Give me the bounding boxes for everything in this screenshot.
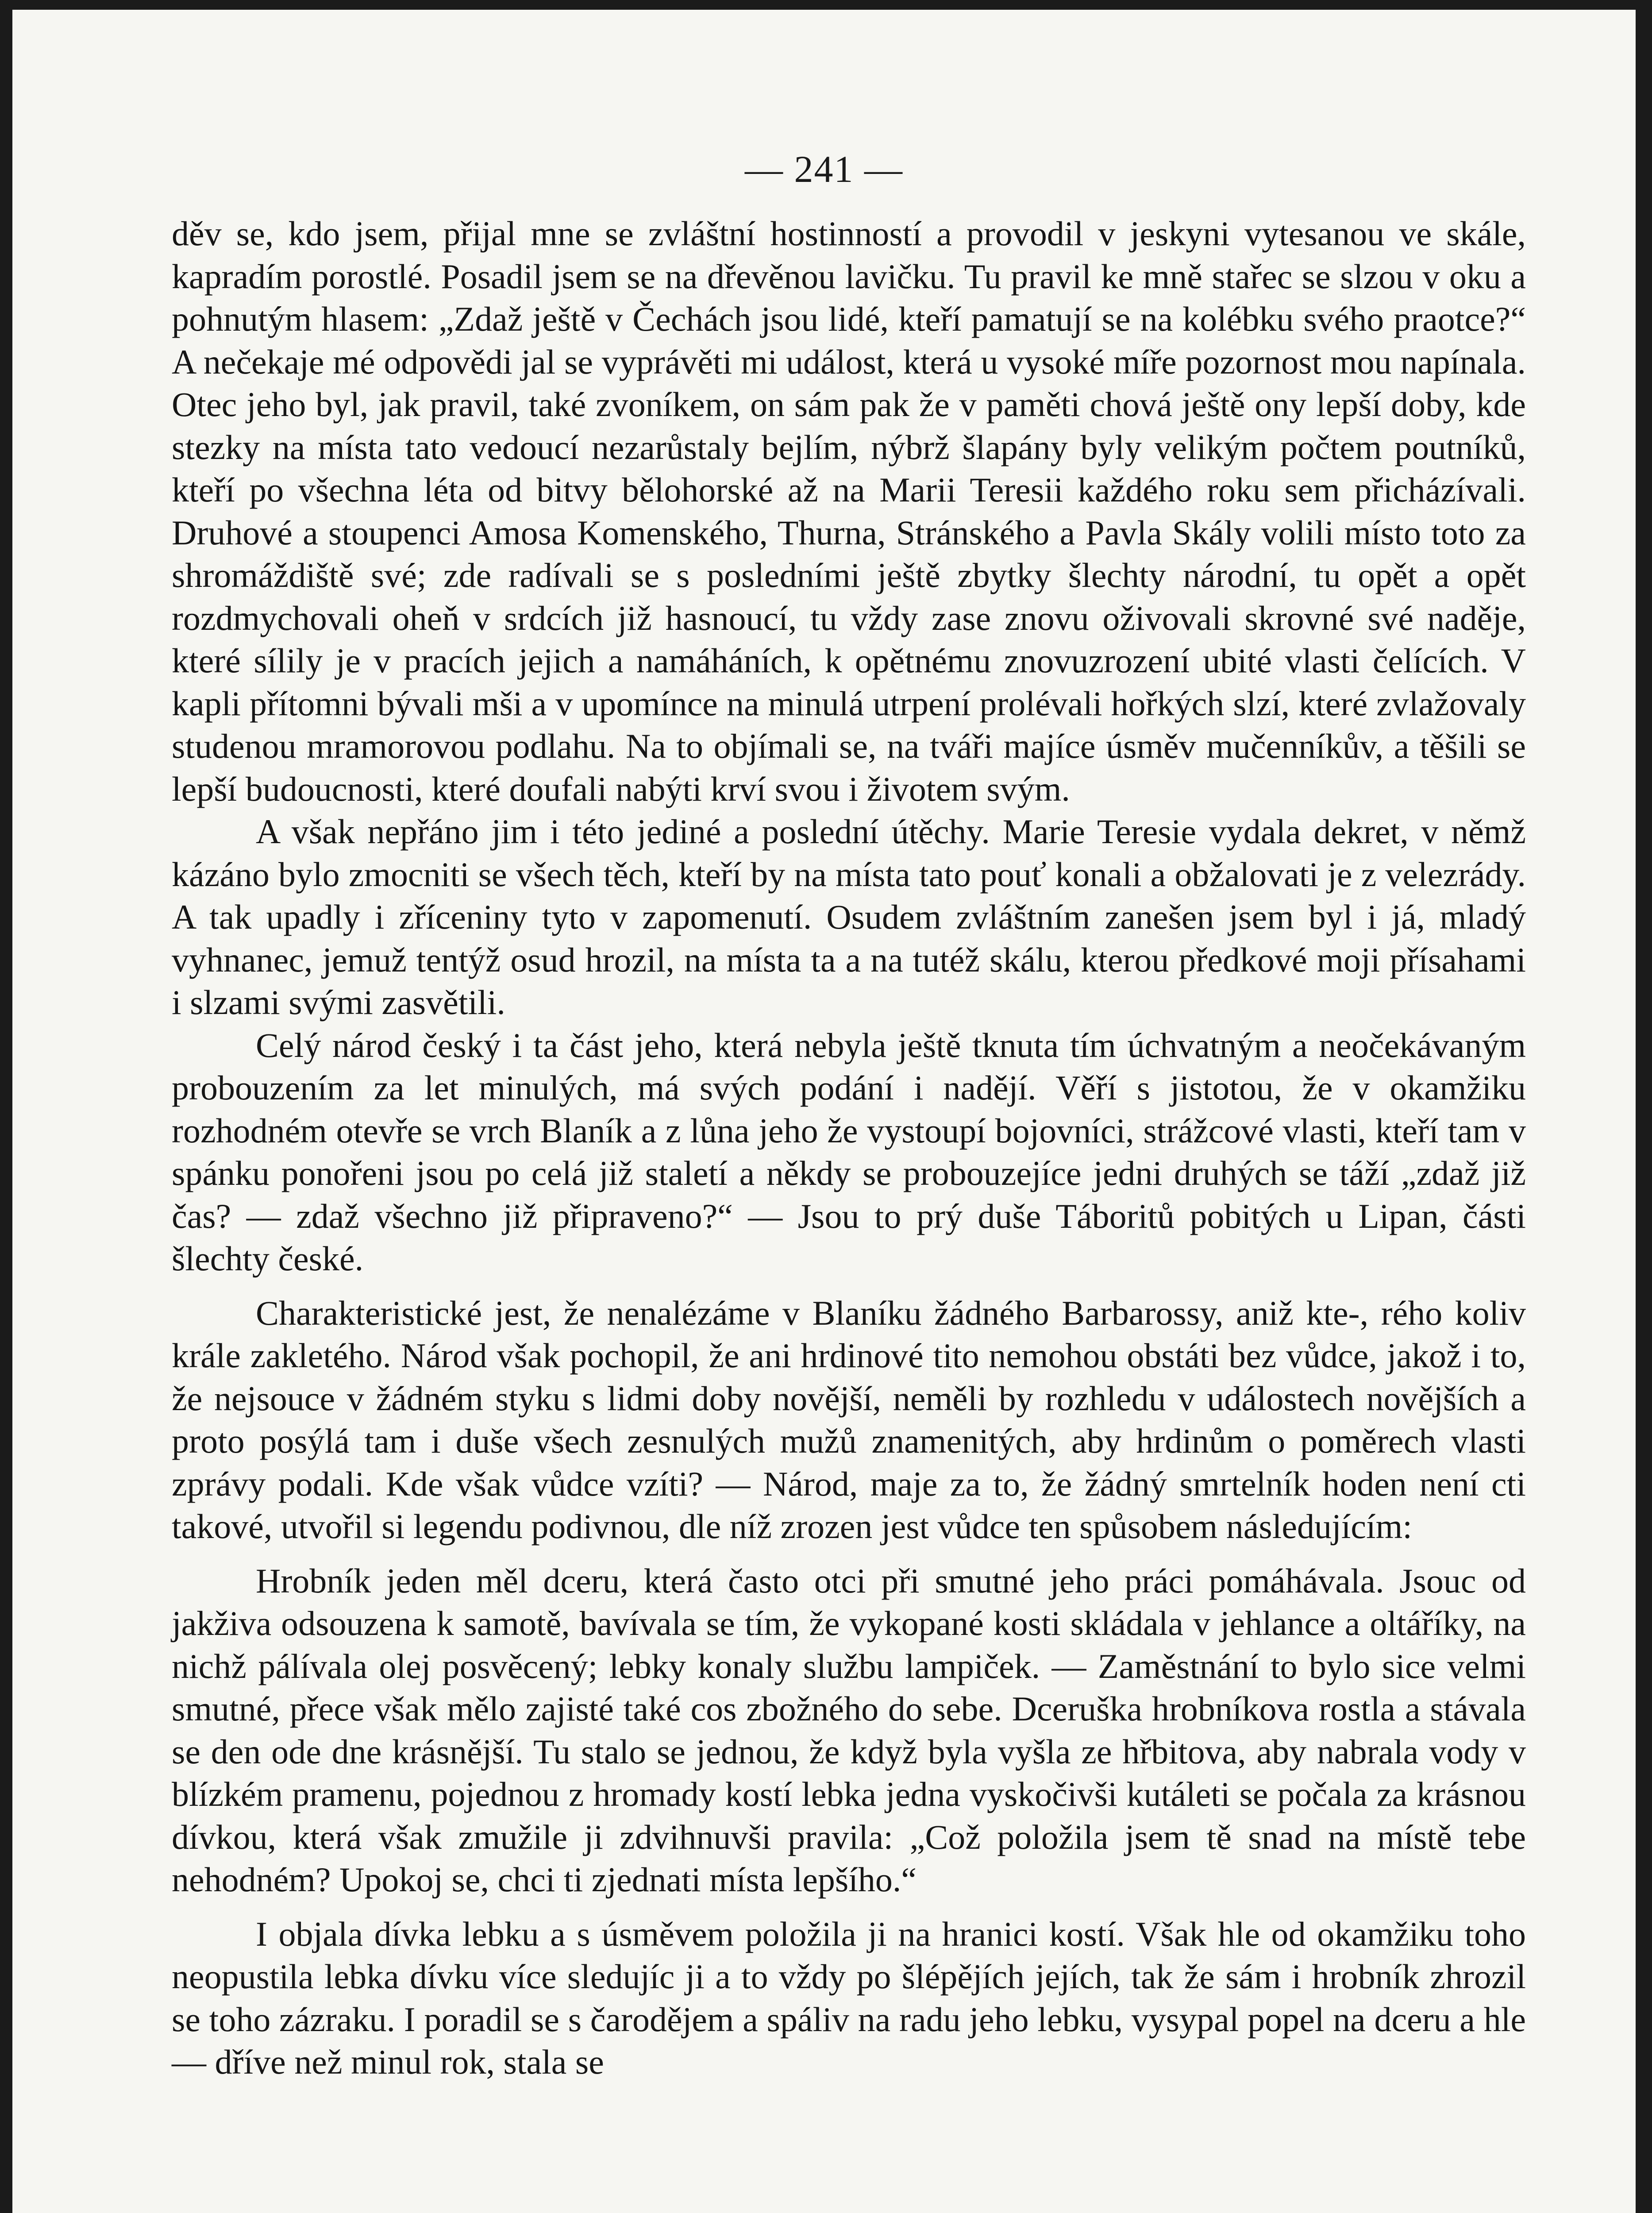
paragraph-4: Charakteristické jest, že nenalézáme v Blaníku žádného Barbarossy, aniž kte-, rého koliv krále zakletého. Národ však pochopil, že ani hrdinové tito nemohou obstáti bez vůdce, jakož i to, že nejsouce v žádném styku s lidmi doby novější, neměli by rozhledu v událostech novějších a proto posýlá tam i duše všech zesnulých mužů znamenitých, aby hrdinům o poměrech vlasti zprávy podali. Kde však vůdce vzíti? — Národ, maje za to, že žádný smrtelník hoden není cti takové, utvořil si legendu podivnou, dle níž zrozen jest vůdce ten spůsobem následujícím: bbox=[172, 1293, 1526, 1546]
page bbox=[12, 10, 1636, 2213]
paragraph-3: Celý národ český i ta část jeho, která nebyla ještě tknuta tím úchvatným a neočekávaným probouzením za let minulých, má svých podání i nadějí. Věří s jistotou, že v okamžiku rozhodném otevře se vrch Blaník a z lůna jeho že vystoupí bojovníci, strážcové vlasti, kteří tam v spánku ponořeni jsou po celá již staletí a někdy se probouzejíce jedni druhých se táží „zdaž již čas? — zdaž všechno již připraveno?“ — Jsou to prý duše Táboritů pobitých u Lipan, části šlechty české. bbox=[172, 1026, 1526, 1278]
paragraph-6: I objala dívka lebku a s úsměvem položila ji na hranici kostí. Však hle od okamžiku toho neopustila lebka dívku více sledujíc ji a to vždy po šlépějích jejích, tak že sám i hrobník zhrozil se toho zázraku. I poradil se s čarodějem a spáliv na radu jeho lebku, vysypal popel na dceru a hle — dříve než minul rok, stala se bbox=[172, 1914, 1526, 2081]
paragraph-1: děv se, kdo jsem, přijal mne se zvláštní hostinností a provodil v jeskyni vytesanou ve skále, kapradím porostlé. Posadil jsem se na dřevěnou lavičku. Tu pravil ke mně stařec se slzou v oku a pohnutým hlasem: „Zdaž ještě v Čechách jsou lidé, kteří pamatují se na kolébku svého praotce?“ A nečekaje mé odpovědi jal se vyprávěti mi událost, která u vysoké míře pozornost mou napínala. Otec jeho byl, jak pravil, také zvoníkem, on sám pak že v paměti chová ještě ony lepší doby, kde stezky na místa tato vedoucí nezarůstaly bejlím, nýbrž šlapány byly velikým počtem poutníků, kteří po všechna léta od bitvy bělohorské až na Marii Teresii každého roku sem přicházívali. Druhové a stoupenci Amosa Komenského, Thurna, Stránského a Pavla Skály volili místo toto za shromáždiště své; zde radívali se s posledními ještě zbytky šlechty národní, tu opět a opět rozdmychovali oheň v srdcích již hasnoucí, tu vždy zase znovu oživovali skrovné své naděje, které sílily je v pracích jejich a namáháních, k opětnému znovuzrození ubité vlasti čelících. V kapli přítomni bývali mši a v upomínce na minulá utrpení prolévali hořkých slzí, které zvlažovaly studenou mramorovou podlahu. Na to objímali se, na tváři majíce úsměv mučenníkův, a těšili se lepší budoucnosti, které doufali nabýti krví svou i životem svým. bbox=[172, 214, 1526, 808]
body-text bbox=[172, 212, 1526, 2084]
paragraph-5: Hrobník jeden měl dceru, která často otci při smutné jeho práci pomáhávala. Jsouc od jakživa odsouzena k samotě, bavívala se tím, že vykopané kosti skládala v jehlance a oltáříky, na nichž pálívala olej posvěcený; lebky konaly službu lampiček. — Zaměstnání to bylo sice velmi smutné, přece však mělo zajisté také cos zbožného do sebe. Dceruška hrobníkova rostla a stávala se den ode dne krásnější. Tu stalo se jednou, že když byla vyšla ze hřbitova, aby nabrala vody v blízkém pramenu, pojednou z hromady kostí lebka jedna vyskočivši kutáleti se počala za krásnou dívkou, která však zmužile ji zdvihnuvši pravila: „Což položila jsem tě snad na místě tebe nehodném? Upokoj se, chci ti zjednati místa lepšího.“ bbox=[172, 1561, 1526, 1899]
paragraph-2: A však nepřáno jim i této jediné a poslední útěchy. Marie Teresie vydala dekret, v němž kázáno bylo zmocniti se všech těch, kteří by na místa tato pouť konali a obžalovati je z velezrády. A tak upadly i zříceniny tyto v zapomenutí. Osudem zvláštním zanešen jsem byl i já, mladý vyhnanec, jemuž tentýž osud hrozil, na místa ta a na tutéž skálu, kterou předkové moji přísahami i slzami svými zasvětili. bbox=[172, 812, 1526, 1022]
page-number-header: — 241 — bbox=[745, 148, 903, 190]
